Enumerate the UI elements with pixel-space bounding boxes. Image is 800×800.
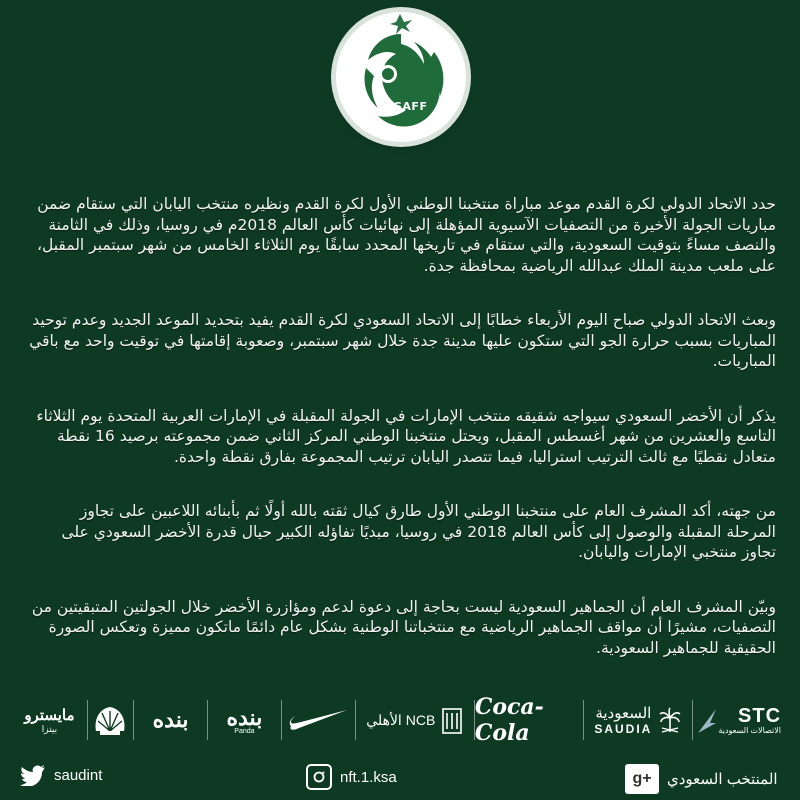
article-paragraph-2: وبعث الاتحاد الدولي صباح اليوم الأربعاء خطابًا إلى الاتحاد السعودي لكرة القدم يفيد بتحديد الموعد الجديد وعدم توحيد المباريات بسبب حرارة الجو التي ستكون عليها مدينة جدة خلال شهر سبتمبر، وصعوبة إقامتها في توقيت واحد مع باقي المباريات.: [29, 311, 776, 370]
article-paragraph-1: حدد الاتحاد الدولي لكرة القدم موعد مباراة منتخبنا الوطني الأول لكرة القدم ونظيره منتخب اليابان التي ستقام ضمن مباريات الجولة الأخيرة من التصفيات الآسيوية المؤهلة إلى نهائيات كأس العالم 2018م في روسيا، وذلك في الثامنة والنصف مساءً بتوقيت السعودية، والتي ستقام في تاريخها المحدد سابقًا يوم الثلاثاء الخامس من شهر سبتمبر المقبل، على ملعب مدينة الملك عبدالله الرياضية بمحافظة جدة.: [36, 195, 776, 275]
saudia-logo: [584, 696, 692, 744]
bindawood-logo: بنده: [152, 707, 189, 732]
google-plus-icon: g+: [625, 764, 659, 794]
shell-logo: [88, 696, 133, 744]
instagram-link[interactable]: [306, 764, 397, 790]
twitter-handle[interactable]: saudint: [54, 766, 103, 784]
google-plus-label[interactable]: المنتخب السعودي: [667, 771, 778, 788]
pizza-logo-text: مايسترو: [24, 706, 75, 724]
google-plus-link[interactable]: [625, 764, 778, 794]
saudia-palm-icon: [658, 706, 682, 734]
stc-swoosh-icon: [696, 705, 718, 735]
sponsor-bar: [12, 692, 788, 748]
saudia-arabic-text: السعودية: [595, 705, 652, 722]
twitter-icon: [20, 764, 46, 786]
saff-emblem-icon: [336, 12, 466, 142]
article-paragraph-5: وبيّن المشرف العام أن الجماهير السعودية ليست بحاجة إلى دعوة لدعم ومؤازرة الأخضر خلال الجولتين المتبقيتين من التصفيات، مشيرًا أن مواقف الجماهير الرياضية مع منتخباتنا الوطنية بشكل عام دائمًا ماتكون مميزة وتعكس الصورة الحقيقية للجماهير السعودية.: [31, 597, 776, 657]
twitter-link[interactable]: [20, 764, 102, 786]
news-article: [26, 194, 776, 692]
panda-arabic-text: بنده: [226, 705, 263, 730]
panda-logo: [208, 696, 281, 744]
article-paragraph-3: يذكر أن الأخضر السعودي سيواجه شقيقه منتخب الإمارات في الجولة المقبلة في الإمارات العربية المتحدة يوم الثلاثاء التاسع والعشرين من شهر أغسطس المقبل، ويحتل منتخبنا الوطني المركز الثاني ضمن مجموعته برصيد 16 نقطة متعادل نقطيًا مع ثالث الترتيب استراليا، فيما تتصدر اليابان ترتيب المجموعة بفارق نقطة واحدة.: [36, 406, 776, 466]
stc-logo-subtext: الاتصالات السعودية: [718, 726, 782, 735]
shell-icon: [92, 703, 128, 737]
cocacola-logo: Coca-Cola: [474, 694, 544, 746]
pizza-logo: [12, 696, 87, 744]
nike-logo: [282, 696, 355, 744]
pizza-logo-subtext: بيتزا: [41, 723, 58, 734]
article-paragraph-4: من جهته، أكد المشرف العام على منتخبنا الوطني الأول طارق كيال ثقته بالله أولًا ثم بأبنائه اللاعبين على تجاوز المرحلة المقبلة والوصول إلى كأس العالم 2018 في روسيا، مبديًا تفاؤله الكبير حيال قدرة الأخضر السعودي على تجاوز منتخبي الإمارات واليابان.: [61, 502, 776, 561]
saff-logo-text: SAFF: [394, 100, 428, 113]
instagram-icon: [306, 764, 332, 790]
stc-logo: [693, 696, 788, 744]
ncb-emblem-icon: [441, 705, 463, 735]
panda-english-text: Panda: [234, 728, 255, 735]
stc-logo-text: STC: [738, 705, 782, 727]
saff-logo: [336, 12, 466, 142]
ncb-logo-text: الأهلي NCB: [366, 711, 436, 728]
ncb-logo: [356, 696, 474, 744]
saudia-english-text: SAUDIA: [594, 722, 653, 736]
nike-swoosh-icon: [287, 708, 349, 732]
instagram-handle[interactable]: nft.1.ksa: [340, 768, 397, 786]
footer: [0, 758, 800, 800]
